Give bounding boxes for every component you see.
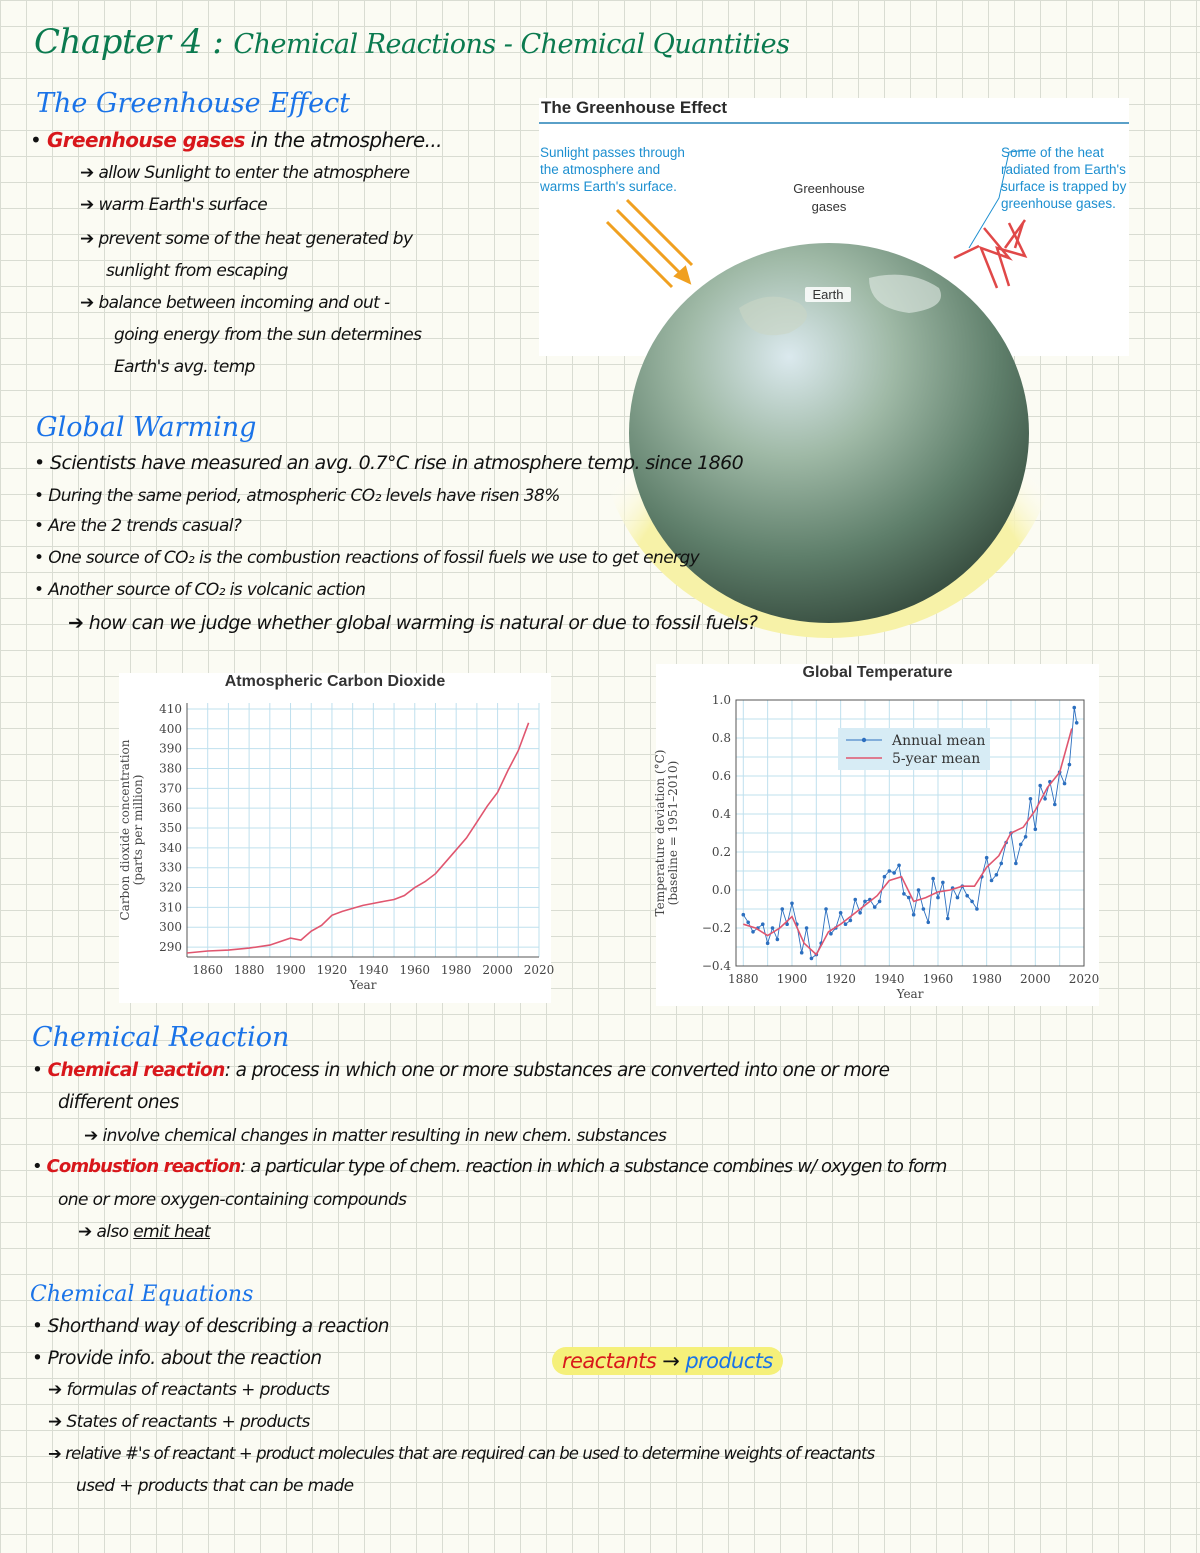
caption-line: Sunlight passes through [540, 145, 685, 160]
x-tick-label: 1960 [922, 972, 954, 986]
x-tick-label: 2000 [1020, 972, 1051, 986]
annual-mean-point [829, 932, 833, 936]
legend-5yr-label: 5-year mean [892, 751, 981, 767]
annual-mean-point [892, 871, 896, 875]
annual-mean-point [970, 900, 974, 904]
caption-line: warms Earth's surface. [540, 179, 677, 194]
annual-mean-point [1072, 706, 1076, 710]
y-tick-label: 370 [159, 781, 182, 796]
caption-line: radiated from Earth's [1001, 162, 1126, 177]
x-tick-label: 2020 [1068, 972, 1100, 986]
co2-chart [118, 673, 555, 1003]
greenhouse-sub-3: ➔ prevent some of the heat generated by [80, 229, 413, 249]
chapter-subtitle: Chemical Reactions - Chemical Quantities [233, 29, 790, 60]
reactants-label: reactants [562, 1349, 657, 1373]
label-line: Greenhouse [793, 181, 865, 196]
annual-mean-point [863, 900, 867, 904]
page-title [34, 22, 790, 62]
annual-mean-point [824, 907, 828, 911]
annual-mean-point [761, 922, 765, 926]
gw-bullet-1-text: Scientists have measured an avg. 0.7°C rise in atmosphere temp. since 1860 [50, 452, 744, 474]
gw-bullet-3-text: Are the 2 trends casual? [48, 516, 242, 536]
annual-mean-point [1014, 862, 1018, 866]
x-tick-label: 1960 [399, 963, 431, 977]
annual-mean-point [922, 907, 926, 911]
cr-sub-1-text: involve chemical changes in matter resulting in new chem. substances [102, 1126, 667, 1146]
products-label: products [685, 1349, 773, 1373]
gw-bullet-2-text: During the same period, atmospheric CO₂ levels have risen 38% [48, 486, 560, 506]
y-tick-label: 310 [159, 900, 182, 915]
cr-sub-1: ➔ involve chemical changes in matter resulting in new chem. substances [84, 1126, 667, 1146]
gw-bullet-1: • Scientists have measured an avg. 0.7°C rise in atmosphere temp. since 1860 [34, 452, 744, 474]
ce-bullet-2: • Provide info. about the reaction [32, 1348, 322, 1369]
greenhouse-sub-2: ➔ warm Earth's surface [80, 195, 268, 215]
ce-sub-2-text: States of reactants + products [66, 1412, 310, 1432]
annual-mean-point [1038, 784, 1042, 788]
y-tick-label: 1.0 [711, 693, 731, 707]
earth-illustration [539, 98, 1129, 356]
annual-mean-point [1053, 803, 1057, 807]
annual-mean-point [965, 894, 969, 898]
annual-mean-point [771, 926, 775, 930]
gw-question-text: how can we judge whether global warming is natural or due to fossil fuels? [88, 612, 758, 634]
y-tick-label: 410 [159, 701, 182, 716]
annual-mean-point [975, 907, 979, 911]
legend-annual-marker [862, 738, 866, 742]
x-tick-label: 2020 [523, 963, 555, 977]
ce-sub-1-text: formulas of reactants + products [66, 1380, 330, 1400]
greenhouse-sub-1-text: allow Sunlight to enter the atmosphere [98, 163, 410, 183]
caption-line: the atmosphere and [540, 162, 661, 177]
y-axis-label: Carbon dioxide concentration [118, 739, 132, 921]
caption-line: Some of the heat [1001, 145, 1104, 160]
greenhouse-bullet-text: in the atmosphere... [244, 128, 442, 152]
ce-sub-2: ➔ States of reactants + products [48, 1412, 310, 1432]
x-tick-label: 1980 [971, 972, 1002, 986]
x-tick-label: 1900 [275, 963, 306, 977]
temperature-chart [653, 664, 1100, 1006]
annual-mean-point [1029, 797, 1033, 801]
y-tick-label: 360 [159, 801, 182, 816]
chapter-title: Chapter 4 : [34, 22, 224, 62]
annual-mean-point [751, 930, 755, 934]
reaction-arrow-icon: → [662, 1349, 680, 1373]
y-tick-label: −0.2 [701, 921, 731, 935]
annual-mean-point [926, 921, 930, 925]
greenhouse-sub-3-text: prevent some of the heat generated by [98, 229, 413, 249]
y-tick-label: 0.2 [711, 845, 731, 859]
gw-bullet-2: • During the same period, atmospheric CO₂ levels have risen 38% [34, 486, 560, 506]
ce-bullet-1-text: Shorthand way of describing a reaction [47, 1316, 389, 1337]
co2-chart-title: Atmospheric Carbon Dioxide [224, 673, 446, 690]
annual-mean-point [1063, 782, 1067, 786]
y-tick-label: 0.6 [711, 769, 731, 783]
annual-mean-point [897, 864, 901, 868]
x-tick-label: 1880 [233, 963, 265, 977]
greenhouse-gases-label [779, 180, 879, 216]
annual-mean-point [1068, 763, 1072, 767]
x-tick-label: 1920 [316, 963, 348, 977]
annual-mean-point [844, 922, 848, 926]
heat-caption [1001, 144, 1126, 212]
annual-mean-point [849, 919, 853, 923]
greenhouse-gases-term: Greenhouse gases [46, 128, 245, 152]
x-tick-label: 1880 [728, 972, 759, 986]
cr-bullet-1-cont: different ones [58, 1092, 179, 1113]
greenhouse-sub-4-text: balance between incoming and out - [98, 293, 390, 313]
reaction-scheme [552, 1347, 783, 1375]
caption-line: greenhouse gases. [1001, 196, 1116, 211]
ce-bullet-2-text: Provide info. about the reaction [47, 1348, 322, 1369]
greenhouse-heading: The Greenhouse Effect [36, 88, 351, 119]
y-tick-label: 350 [159, 821, 182, 836]
cr-bullet-1: • Chemical reaction: a process in which one or more substances are converted into one or more [32, 1060, 890, 1081]
gw-bullet-4-text: One source of CO₂ is the combustion reactions of fossil fuels we use to get energy [48, 548, 700, 568]
chemical-reaction-heading: Chemical Reaction [32, 1022, 290, 1053]
annual-mean-point [873, 905, 877, 909]
x-axis-label: Year [896, 987, 924, 1001]
greenhouse-figure [539, 98, 1129, 356]
annual-mean-point [853, 898, 857, 902]
x-tick-label: 1940 [874, 972, 905, 986]
chemical-reaction-term: Chemical reaction [47, 1060, 225, 1081]
greenhouse-sub-2-text: warm Earth's surface [98, 195, 268, 215]
y-axis-label: (parts per million) [131, 774, 145, 886]
x-tick-label: 1940 [358, 963, 389, 977]
annual-mean-point [805, 926, 809, 930]
cr-sub-2-text: also [96, 1222, 134, 1242]
annual-mean-point [746, 921, 750, 925]
temperature-chart-title: Global Temperature [802, 664, 953, 681]
annual-mean-point [800, 951, 804, 955]
greenhouse-bullet: • Greenhouse gases in the atmosphere... [30, 128, 442, 152]
annual-mean-point [985, 856, 989, 860]
annual-mean-point [1075, 721, 1079, 725]
cr-sub-2: ➔ also emit heat [78, 1222, 210, 1242]
annual-mean-point [1043, 797, 1047, 801]
earth-label: Earth [805, 287, 851, 302]
cr-bullet-1-text: : a process in which one or more substances are converted into one or more [224, 1060, 890, 1081]
sunlight-caption [540, 144, 685, 195]
annual-mean-point [790, 902, 794, 906]
sunlight-arrows [607, 200, 692, 287]
greenhouse-sub-4-cont2: Earth's avg. temp [114, 357, 255, 377]
cr-bullet-2-cont: one or more oxygen-containing compounds [58, 1190, 407, 1210]
y-tick-label: 330 [159, 860, 182, 875]
annual-mean-point [936, 896, 940, 900]
y-tick-label: 380 [159, 761, 182, 776]
annual-mean-point [902, 892, 906, 896]
ce-sub-3-text: relative #'s of reactant + product molecules that are required can be used to determine weights of reactants [65, 1444, 875, 1463]
cr-bullet-2-text: : a particular type of chem. reaction in which a substance combines w/ oxygen to form [240, 1156, 947, 1177]
y-tick-label: 320 [159, 880, 182, 895]
annual-mean-point [810, 957, 814, 961]
annual-mean-point [917, 888, 921, 892]
annual-mean-point [1024, 835, 1028, 839]
annual-mean-point [1019, 843, 1023, 847]
annual-mean-point [883, 875, 887, 879]
ce-sub-3: ➔ relative #'s of reactant + product molecules that are required can be used to determine weights of reactants [48, 1444, 875, 1463]
annual-mean-point [888, 869, 892, 873]
label-line: gases [811, 199, 847, 214]
annual-mean-point [990, 879, 994, 883]
y-axis-label: (baseline = 1951–2010) [666, 760, 680, 906]
temperature-chart-plot [653, 664, 1100, 1006]
greenhouse-sub-4: ➔ balance between incoming and out - [80, 293, 390, 313]
gw-bullet-3: • Are the 2 trends casual? [34, 516, 242, 536]
annual-mean-point [995, 873, 999, 877]
cr-bullet-2: • Combustion reaction: a particular type of chem. reaction in which a substance combines w/ oxygen to form [32, 1156, 947, 1177]
annual-mean-point [839, 911, 843, 915]
annual-mean-point [766, 941, 770, 945]
y-tick-label: 0.0 [711, 883, 731, 897]
gw-bullet-4: • One source of CO₂ is the combustion reactions of fossil fuels we use to get energy [34, 548, 700, 568]
ce-bullet-1: • Shorthand way of describing a reaction [32, 1316, 389, 1337]
y-tick-label: 290 [159, 940, 182, 955]
chemical-equations-heading: Chemical Equations [30, 1282, 254, 1307]
emit-heat-text: emit heat [133, 1222, 210, 1242]
annual-mean-point [907, 896, 911, 900]
annual-mean-point [999, 862, 1003, 866]
ce-sub-1: ➔ formulas of reactants + products [48, 1380, 330, 1400]
gw-question: ➔ how can we judge whether global warming is natural or due to fossil fuels? [68, 612, 758, 634]
x-tick-label: 1920 [825, 972, 856, 986]
y-tick-label: 400 [159, 721, 182, 736]
annual-mean-point [742, 913, 746, 917]
y-tick-label: 0.4 [711, 807, 731, 821]
ce-sub-3-cont: used + products that can be made [76, 1476, 354, 1496]
y-axis-label: Temperature deviation (°C) [653, 749, 667, 917]
x-axis-label: Year [349, 978, 377, 992]
annual-mean-point [912, 913, 916, 917]
global-warming-heading: Global Warming [36, 412, 257, 443]
combustion-reaction-term: Combustion reaction [46, 1156, 241, 1177]
x-tick-label: 1980 [440, 963, 472, 977]
gw-bullet-5: • Another source of CO₂ is volcanic action [34, 580, 366, 600]
annual-mean-point [941, 881, 945, 885]
x-tick-label: 1900 [776, 972, 808, 986]
y-tick-label: 300 [159, 920, 182, 935]
annual-mean-point [780, 907, 784, 911]
annual-mean-point [946, 917, 950, 921]
x-tick-label: 1860 [192, 963, 223, 977]
annual-mean-point [878, 900, 882, 904]
caption-line: surface is trapped by [1001, 179, 1127, 194]
co2-chart-plot [118, 673, 555, 1003]
annual-mean-point [776, 938, 780, 942]
y-tick-label: 340 [159, 840, 182, 855]
annual-mean-point [858, 911, 862, 915]
legend-annual-label: Annual mean [892, 733, 986, 749]
greenhouse-sub-3-cont: sunlight from escaping [106, 261, 288, 281]
annual-mean-point [956, 896, 960, 900]
annual-mean-point [931, 877, 935, 881]
x-tick-label: 2000 [482, 963, 513, 977]
greenhouse-sub-4-cont: going energy from the sun determines [114, 325, 422, 345]
gw-bullet-5-text: Another source of CO₂ is volcanic action [48, 580, 366, 600]
y-tick-label: −0.4 [701, 959, 731, 973]
figure-title: The Greenhouse Effect [541, 98, 728, 117]
annual-mean-point [1034, 827, 1038, 831]
greenhouse-sub-1: ➔ allow Sunlight to enter the atmosphere [80, 163, 410, 183]
y-tick-label: 390 [159, 741, 182, 756]
y-tick-label: 0.8 [711, 731, 731, 745]
